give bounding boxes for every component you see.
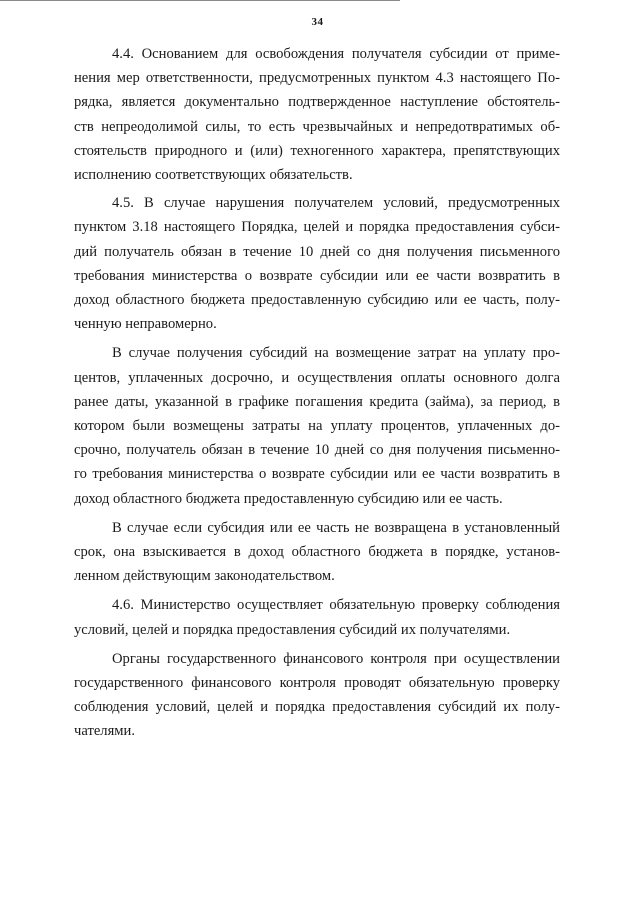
text-line: ств непреодолимой силы, то есть чрезвычайных и непредотвратимых об- bbox=[74, 118, 560, 135]
text-line: рядка, является документально подтвержденное наступление обстоятель- bbox=[74, 94, 560, 111]
text-line: условий, целей и порядка предоставления субсидий их получателями. bbox=[74, 621, 511, 638]
text-line: ленном действующим законодательством. bbox=[74, 568, 335, 585]
text-line: котором были возмещены затраты на уплату процентов, уплаченных до- bbox=[74, 418, 560, 435]
text-line: требования министерства о возврате субсидии или ее части возвратить в bbox=[74, 267, 560, 284]
text-line: ранее даты, указанной в графике погашения кредита (займа), за период, в bbox=[74, 393, 560, 410]
text-line: 4.5. В случае нарушения получателем условий, предусмотренных bbox=[112, 195, 560, 212]
text-line: чателями. bbox=[74, 723, 135, 740]
document-body bbox=[74, 42, 560, 744]
text-line: исполнению соответствующих обязательств. bbox=[74, 167, 353, 184]
text-line: государственного финансового контроля проводят обязательную проверку bbox=[74, 675, 560, 692]
text-line: нения мер ответственности, предусмотренных пунктом 4.3 настоящего По- bbox=[74, 70, 560, 87]
top-border-line bbox=[0, 0, 400, 1]
text-line: дий получатель обязан в течение 10 дней со дня получения письменного bbox=[74, 243, 560, 260]
paragraph-financial-control bbox=[74, 647, 560, 744]
text-line: ченную неправомерно. bbox=[74, 316, 217, 333]
text-line: 4.6. Министерство осуществляет обязательную проверку соблюдения bbox=[112, 597, 560, 614]
text-line: центов, уплаченных досрочно, и осуществления оплаты основного долга bbox=[74, 369, 560, 386]
text-line: соблюдения условий, целей и порядка предоставления субсидий их полу- bbox=[74, 699, 560, 716]
paragraph-early-repayment bbox=[74, 341, 560, 510]
page-number: 34 bbox=[311, 16, 324, 28]
text-line: го требования министерства о возврате субсидии или ее части возвратить в bbox=[74, 466, 560, 483]
text-line: В случае получения субсидий на возмещение затрат на уплату про- bbox=[112, 345, 560, 362]
paragraph-recovery bbox=[74, 516, 560, 589]
text-line: доход областного бюджета предоставленную субсидию или ее часть. bbox=[74, 490, 503, 507]
text-line: срочно, получатель обязан в течение 10 дней со дня получения письменно- bbox=[74, 442, 560, 459]
paragraph-4-4 bbox=[74, 42, 560, 187]
text-line: В случае если субсидия или ее часть не возвращена в установленный bbox=[112, 519, 560, 536]
paragraph-4-5 bbox=[74, 191, 560, 336]
text-line: доход областного бюджета предоставленную субсидию или ее часть, полу- bbox=[74, 292, 560, 309]
text-line: Органы государственного финансового контроля при осуществлении bbox=[112, 650, 560, 667]
paragraph-4-6 bbox=[74, 593, 560, 641]
text-line: стоятельств природного и (или) техногенного характера, препятствующих bbox=[74, 142, 560, 159]
text-line: срок, она взыскивается в доход областного бюджета в порядке, установ- bbox=[74, 544, 560, 561]
text-line: пунктом 3.18 настоящего Порядка, целей и порядка предоставления субси- bbox=[74, 219, 560, 236]
text-line: 4.4. Основанием для освобождения получателя субсидии от приме- bbox=[112, 46, 560, 62]
